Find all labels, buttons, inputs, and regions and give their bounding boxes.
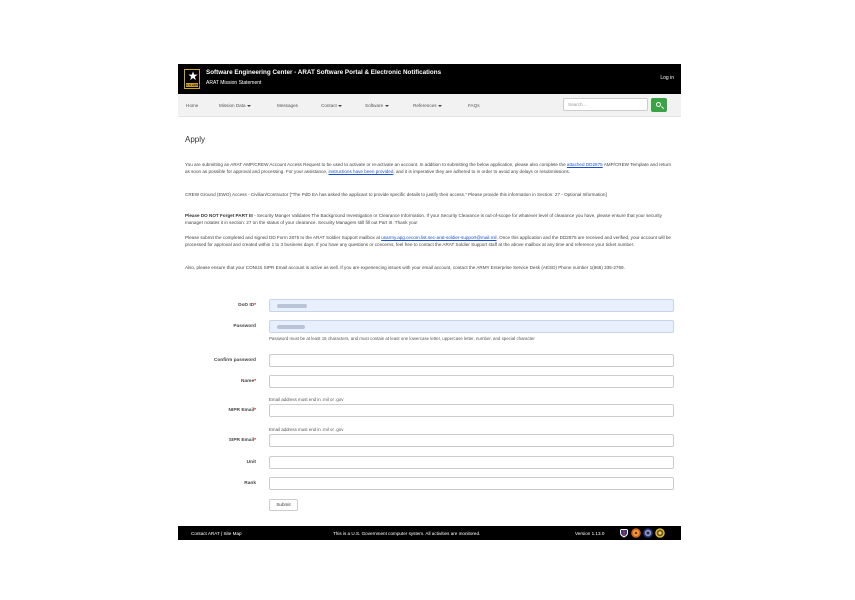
- nav-home[interactable]: Home: [186, 103, 199, 108]
- sipr-email-label: SIPR Email*: [228, 438, 256, 443]
- nipr-email-label: NIPR Email*: [228, 408, 256, 413]
- support-mailbox-link[interactable]: usarmy.apg.cecom.list.sec-arat-soldier-support@mail.mil: [381, 235, 497, 240]
- confirm-password-field[interactable]: [269, 354, 674, 367]
- blue-seal-icon: [643, 528, 653, 538]
- intro-paragraph: You are submitting an ARAT AMP/CREW Account Access Request to be used to activate or re-activate an account. In addition to submitting the below application, please also complete the attached DD2875 AMP/CREW Template and return as soon as possible for approval and processing. For your assistance, instructions have been provided, and it is imperative they are adhered to in order to avoid any delays or resubmissions.: [185, 162, 672, 174]
- nav-software[interactable]: Software: [365, 103, 389, 108]
- monitoring-notice: This is a U.S. Government computer system. All activities are monitored.: [333, 530, 481, 536]
- sipr-email-help: Email address must end in .mil or .gov: [269, 427, 344, 432]
- instructions-link[interactable]: instructions have been provided: [328, 168, 394, 174]
- password-help: Password must be at least 15 characters, and must contain at least one lowercase letter, uppercase letter, number, and special character: [269, 336, 535, 341]
- nav-messages[interactable]: Messages: [277, 103, 298, 108]
- nav-references[interactable]: References: [413, 103, 442, 108]
- sipr-email-paragraph: Also, please ensure that your CONUS SIPR Email account is active as well. If you are experiencing issues with your email account, contact the ARMY Enterprise Service Desk (AESD) Phone number 1(866) 335-2769.: [185, 265, 625, 270]
- submit-button[interactable]: Submit: [269, 499, 298, 511]
- unit-label: Unit: [246, 460, 256, 465]
- nav-faqs[interactable]: FAQs: [468, 103, 480, 108]
- logo-text: U.S.ARMY: [186, 83, 201, 87]
- page-title: Apply: [185, 135, 206, 144]
- redacted-value: [277, 325, 305, 329]
- unit-field[interactable]: [269, 456, 674, 469]
- search-input[interactable]: Search...: [563, 98, 648, 111]
- submit-instructions-paragraph: Please submit the completed and signed DD Form 2875 to the ARAT Soldier Support mailbox at usarmy.apg.cecom.list.sec-arat-soldier-support@mail.mil. Once this application and the DD2875 are received and verified, your account will be processed for approval and created within 1 to 3 business days. If you have any questions or concerns, feel free to contact the ARAT Soldier Support staff at the above mailbox at any time and reference your ticket number.: [185, 235, 671, 247]
- login-link[interactable]: Log in: [660, 75, 674, 81]
- contact-arat-link[interactable]: Contact ARAT: [191, 530, 220, 536]
- redacted-value: [277, 304, 307, 308]
- part-iii-paragraph: Please DO NOT Forget PART III - Security Manger Validates The Background Investigation or Clearance Information. If your Security Clearance is out-of-scope for whatever level of clearance you have, please ensure that your security manager notates it in section: 27 on the status of your clearance. Security Managers still fill out Part III. Thank you!: [185, 213, 662, 225]
- page-frame: [178, 64, 681, 540]
- chevron-down-icon: [338, 105, 342, 107]
- top-header: [178, 64, 681, 94]
- dod-id-field[interactable]: [269, 299, 674, 312]
- crew-ground-paragraph: CREW Ground (EWO) Access - Civilian/Contractor ["The PdD EA has asked the applicant to provide specific details to justify their access." Please provide this information in Section: 27 - Optional Information]: [185, 192, 607, 197]
- nipr-email-help: Email address must end in .mil or .gov: [269, 397, 344, 402]
- confirm-password-label: Confirm password: [213, 358, 256, 363]
- dd2875-link[interactable]: attached DD2875: [566, 162, 603, 167]
- nav-contact[interactable]: Contact: [321, 103, 342, 108]
- dod-id-label: DoD ID*: [238, 303, 256, 308]
- site-title[interactable]: Software Engineering Center - ARAT Software Portal & Electronic Notifications: [206, 69, 442, 76]
- chevron-down-icon: [247, 105, 251, 107]
- shield-badge-icon: [619, 528, 629, 538]
- footer: Contact ARAT | Site Map This is a U.S. Government computer system. All activities are monitored. Version 1.13.0: [178, 526, 681, 540]
- chevron-down-icon: [385, 105, 389, 107]
- search-button[interactable]: [651, 98, 667, 112]
- name-field[interactable]: [269, 375, 674, 388]
- chevron-down-icon: [438, 105, 442, 107]
- mission-statement-link[interactable]: ARAT Mission Statement: [206, 80, 262, 86]
- sipr-email-field[interactable]: [269, 434, 674, 447]
- army-star-logo-icon[interactable]: ★ U.S.ARMY: [186, 69, 201, 87]
- nipr-email-field[interactable]: [269, 404, 674, 417]
- nav-mission-data[interactable]: Mission Data: [219, 103, 251, 108]
- site-map-link[interactable]: Site Map: [223, 530, 242, 536]
- password-label: Password: [233, 324, 256, 329]
- name-label: Name*: [241, 379, 256, 384]
- password-field[interactable]: [269, 320, 674, 333]
- orange-seal-icon: [631, 528, 641, 538]
- gold-seal-icon: [655, 528, 665, 538]
- rank-label: Rank: [244, 481, 256, 486]
- version-label: Version 1.13.0: [575, 530, 605, 536]
- rank-field[interactable]: [269, 477, 674, 490]
